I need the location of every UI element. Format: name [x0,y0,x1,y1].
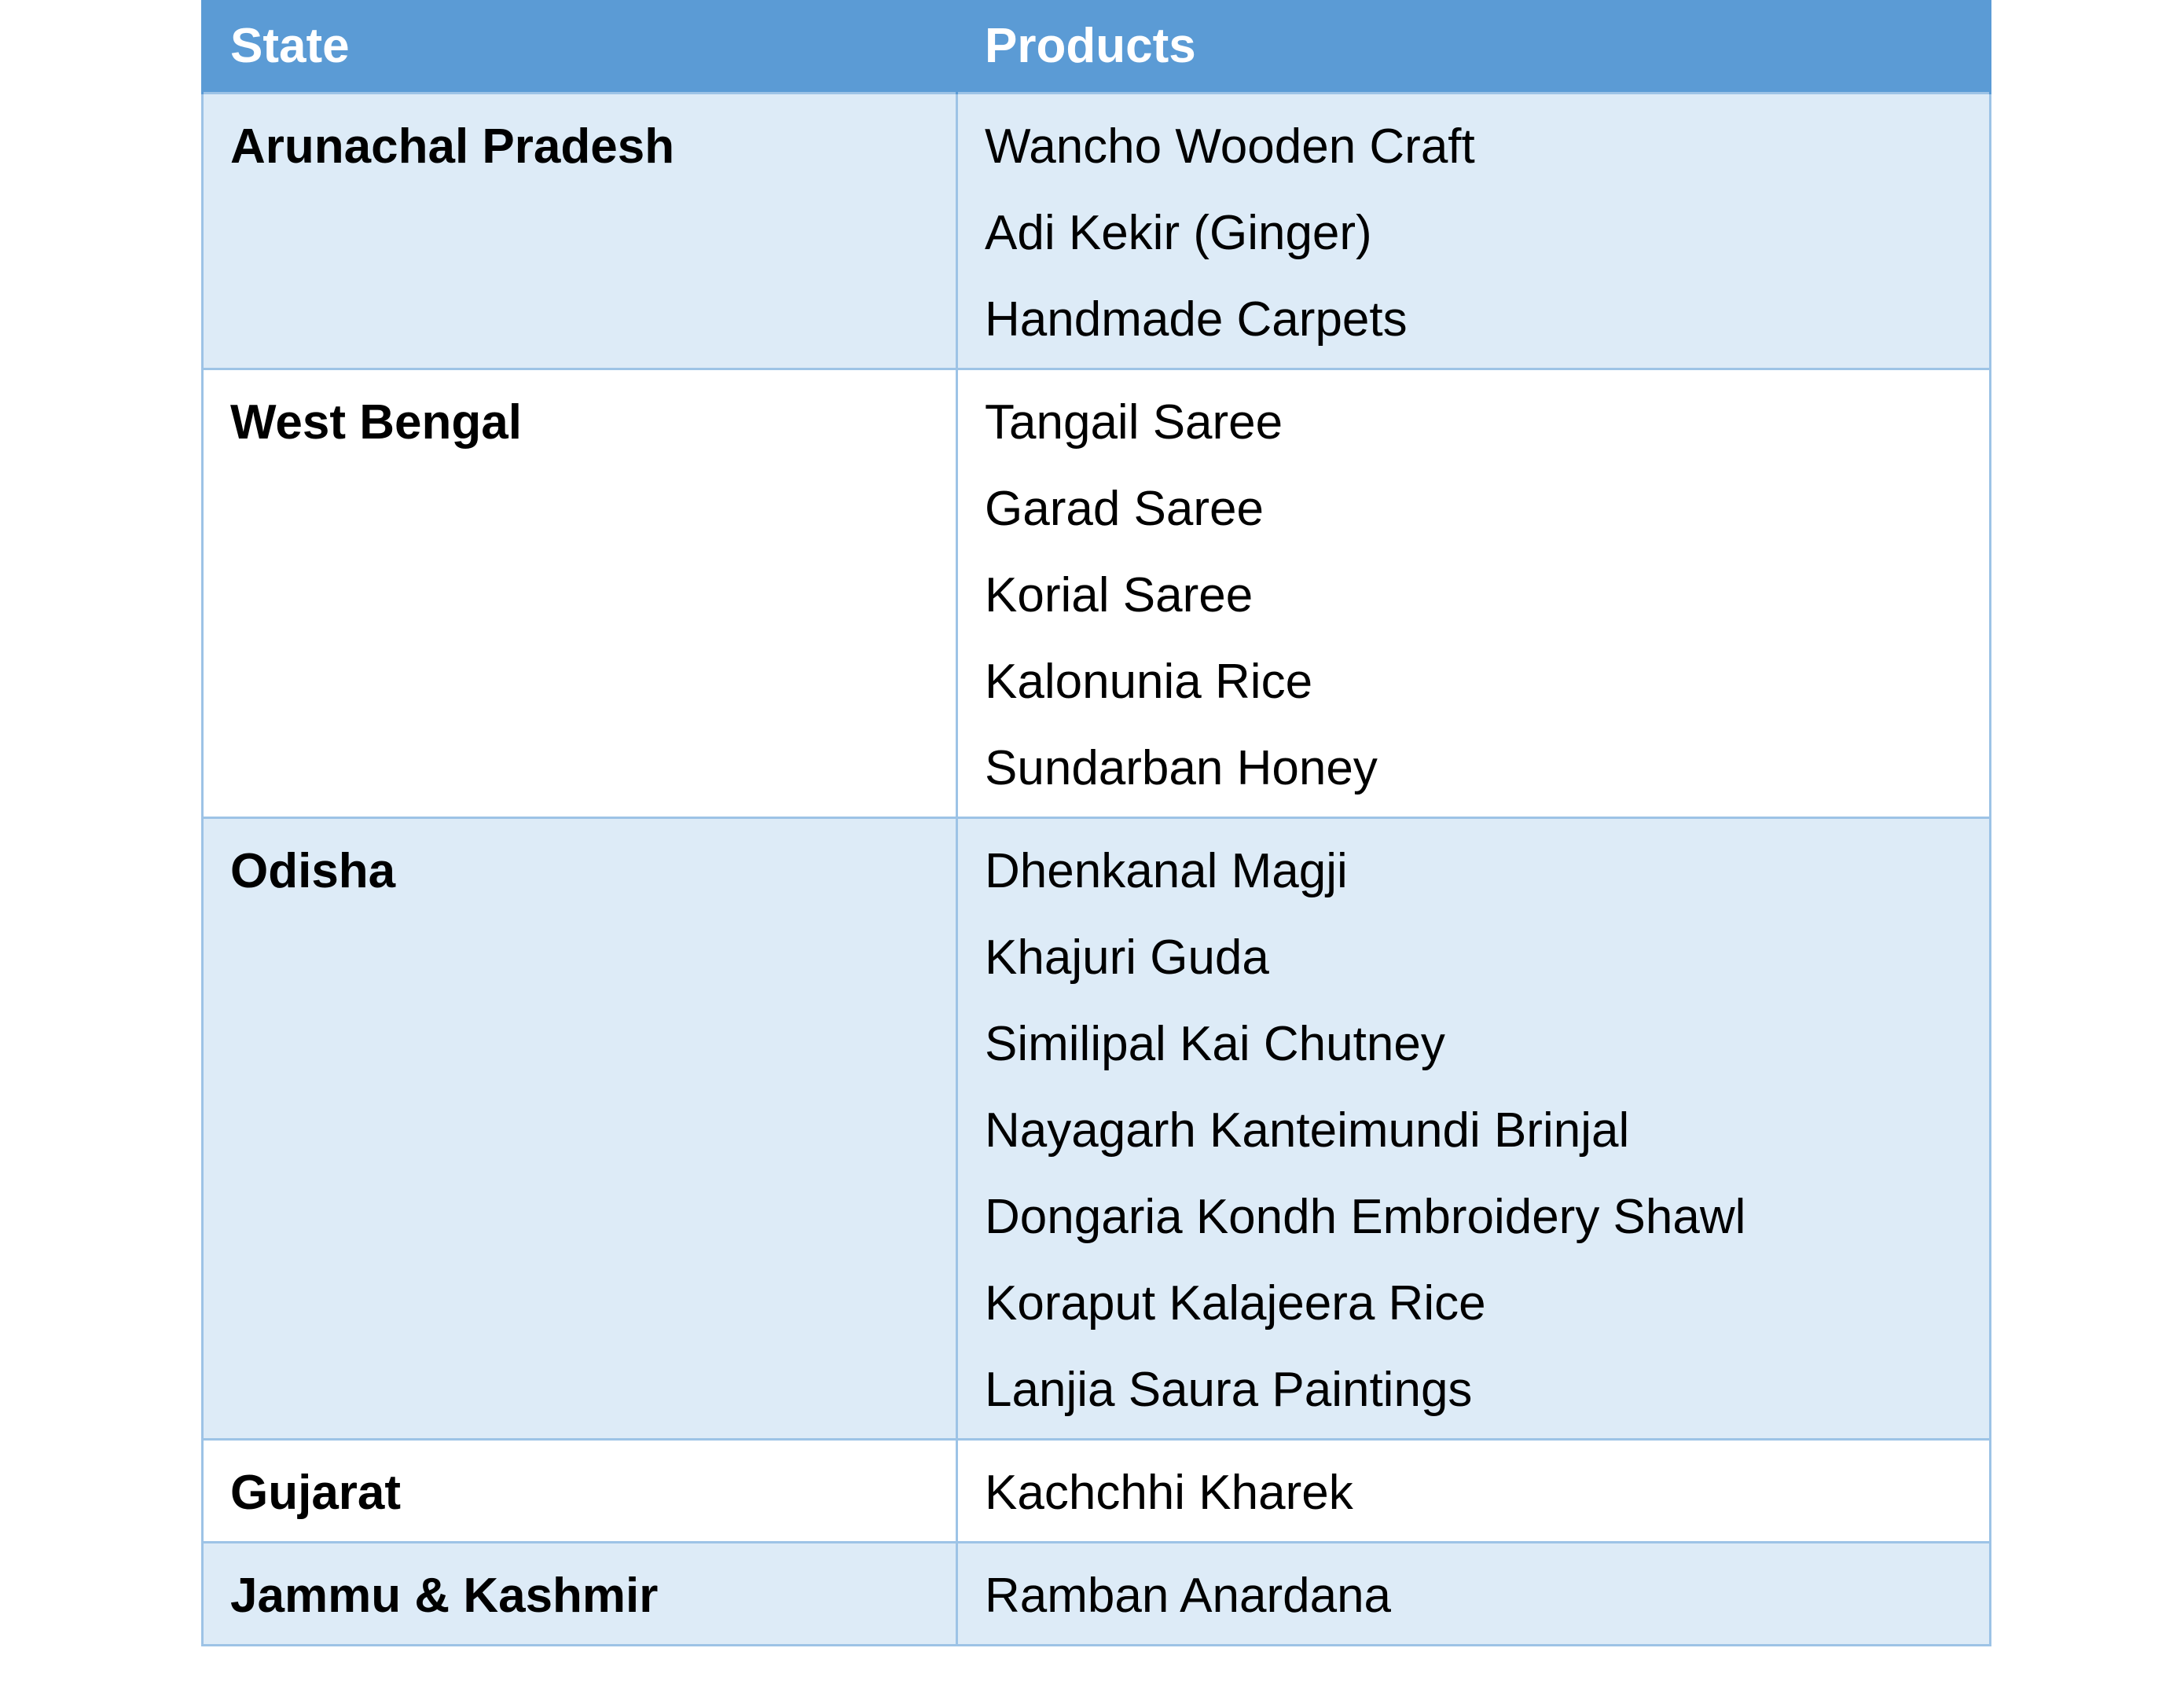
table-header [203,0,1991,94]
product-item: Koraput Kalajeera Rice [985,1276,1486,1330]
product-item: Sundarban Honey [985,741,1378,795]
product-item: Dhenkanal Magji [985,844,1348,898]
table-row [203,94,1991,369]
header-products: Products [957,0,1991,94]
table-row [203,369,1991,818]
product-item: Nayagarh Kanteimundi Brinjal [985,1103,1630,1158]
state-cell: West Bengal [203,369,957,818]
products-cell [957,94,1991,369]
product-item: Korial Saree [985,568,1254,622]
table-body [203,94,1991,1646]
products-cell [957,369,1991,818]
table-row [203,1440,1991,1543]
state-cell: Gujarat [203,1440,957,1543]
product-item: Tangail Saree [985,395,1283,450]
product-item: Adi Kekir (Ginger) [985,206,1372,260]
products-cell [957,1543,1991,1646]
product-item: Dongaria Kondh Embroidery Shawl [985,1190,1746,1244]
header-state: State [203,0,957,94]
product-item: Kachchhi Kharek [985,1466,1353,1520]
state-products-table [201,0,1991,1646]
product-item: Kalonunia Rice [985,655,1313,709]
state-cell: Arunachal Pradesh [203,94,957,369]
state-cell: Jammu & Kashmir [203,1543,957,1646]
product-item: Lanjia Saura Paintings [985,1363,1473,1417]
state-cell: Odisha [203,818,957,1440]
products-cell [957,818,1991,1440]
products-table-container [201,0,1989,1646]
products-cell [957,1440,1991,1543]
header-row [203,0,1991,94]
table-row [203,1543,1991,1646]
product-item: Wancho Wooden Craft [985,119,1475,174]
product-item: Garad Saree [985,482,1264,536]
product-item: Handmade Carpets [985,292,1408,347]
product-item: Khajuri Guda [985,930,1269,985]
product-item: Ramban Anardana [985,1569,1392,1623]
product-item: Similipal Kai Chutney [985,1017,1445,1071]
table-row [203,818,1991,1440]
